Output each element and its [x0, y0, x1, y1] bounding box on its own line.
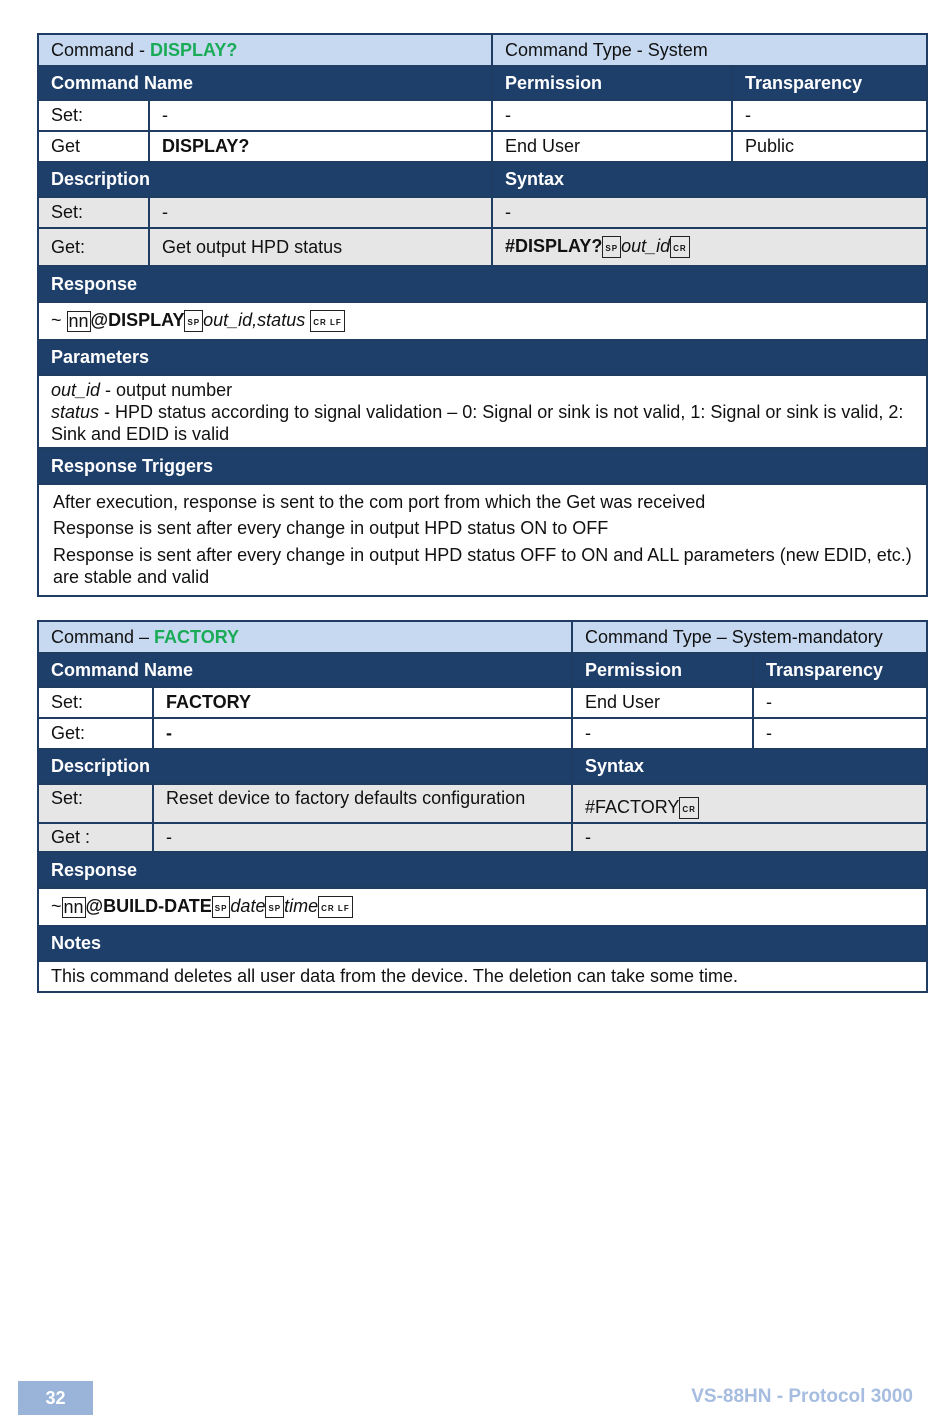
header-description: Description — [38, 162, 492, 197]
syntax-set: - — [492, 197, 927, 228]
get-transparency: - — [753, 718, 927, 749]
get-command-name: DISPLAY? — [149, 131, 492, 162]
set-permission: End User — [572, 687, 753, 718]
parameter-item — [51, 379, 914, 401]
get-command-name: - — [153, 718, 572, 749]
command-label: Command – — [51, 626, 155, 647]
crlf-marker: CR LF — [318, 896, 353, 918]
factory-command-table — [37, 620, 928, 993]
syntax-get-command: #DISPLAY? — [505, 235, 603, 256]
desc-set-label: Set: — [38, 784, 153, 823]
space-marker: SP — [602, 236, 621, 258]
response-syntax — [38, 302, 927, 340]
space-marker: SP — [212, 896, 231, 918]
response-syntax — [38, 888, 927, 926]
header-notes: Notes — [38, 926, 927, 961]
set-label: Set: — [38, 100, 149, 131]
trigger-item: Response is sent after every change in output HPD status ON to OFF — [53, 518, 609, 538]
header-response: Response — [38, 852, 927, 888]
response-date: date — [230, 895, 266, 916]
command-label: Command - — [51, 39, 151, 60]
get-label: Get: — [38, 718, 153, 749]
response-command: @BUILD-DATE — [85, 895, 212, 916]
get-permission: - — [572, 718, 753, 749]
carriage-return-marker: CR — [670, 236, 690, 258]
response-prefix: ~ — [51, 895, 62, 916]
command-title-cell — [38, 34, 492, 66]
response-prefix: ~ — [51, 309, 67, 330]
header-permission: Permission — [572, 653, 753, 687]
desc-get: Get output HPD status — [149, 228, 492, 266]
header-syntax: Syntax — [572, 749, 927, 784]
header-command-name: Command Name — [38, 66, 492, 100]
param-desc: - HPD status according to signal validation – 0: Signal or sink is not valid, 1: Signal or sink is valid, 2: Sink and EDID is valid — [51, 401, 904, 444]
desc-get-label: Get: — [38, 228, 149, 266]
param-name: out_id — [51, 379, 101, 400]
command-title-cell — [38, 621, 572, 653]
get-permission: End User — [492, 131, 732, 162]
response-time: time — [284, 895, 319, 916]
parameter-item — [51, 401, 914, 445]
command-name: FACTORY — [154, 626, 240, 647]
header-syntax: Syntax — [492, 162, 927, 197]
set-permission: - — [492, 100, 732, 131]
syntax-get-param: out_id — [621, 235, 671, 256]
param-desc: - output number — [100, 379, 233, 400]
response-command: @DISPLAY — [90, 309, 185, 330]
carriage-return-marker: CR — [679, 797, 699, 819]
command-name: DISPLAY? — [150, 39, 238, 60]
command-type: Command Type - System — [492, 34, 927, 66]
param-name: status — [51, 401, 100, 422]
set-label: Set: — [38, 687, 153, 718]
page-number: 32 — [18, 1381, 93, 1415]
crlf-marker: CR LF — [310, 310, 345, 332]
set-transparency: - — [732, 100, 927, 131]
response-nn: nn — [63, 896, 84, 917]
header-transparency: Transparency — [753, 653, 927, 687]
notes-text: This command deletes all user data from the device. The deletion can take some time. — [38, 961, 927, 992]
syntax-set-command: #FACTORY — [585, 796, 680, 817]
set-command-name: FACTORY — [153, 687, 572, 718]
set-command-name: - — [149, 100, 492, 131]
space-marker: SP — [265, 896, 284, 918]
header-command-name: Command Name — [38, 653, 572, 687]
set-transparency: - — [753, 687, 927, 718]
header-transparency: Transparency — [732, 66, 927, 100]
get-transparency: Public — [732, 131, 927, 162]
header-parameters: Parameters — [38, 340, 927, 375]
syntax-set — [572, 784, 927, 823]
syntax-get: - — [572, 823, 927, 852]
response-params: out_id,status — [203, 309, 311, 330]
response-nn: nn — [68, 310, 89, 331]
desc-get: - — [153, 823, 572, 852]
parameters-list — [38, 375, 927, 448]
document-title: VS-88HN - Protocol 3000 — [691, 1386, 913, 1407]
desc-get-label: Get : — [38, 823, 153, 852]
trigger-item: After execution, response is sent to the com port from which the Get was received — [53, 492, 706, 512]
header-response-triggers: Response Triggers — [38, 448, 927, 484]
syntax-get — [492, 228, 927, 266]
desc-set: - — [149, 197, 492, 228]
trigger-item: Response is sent after every change in output HPD status OFF to ON and ALL parameters (new EDID, etc.) are stable and valid — [53, 545, 912, 587]
command-type: Command Type – System-mandatory — [572, 621, 927, 653]
get-label: Get — [38, 131, 149, 162]
header-response: Response — [38, 266, 927, 302]
header-description: Description — [38, 749, 572, 784]
header-permission: Permission — [492, 66, 732, 100]
desc-set-label: Set: — [38, 197, 149, 228]
response-triggers-list — [38, 484, 927, 596]
space-marker: SP — [184, 310, 203, 332]
desc-set: Reset device to factory defaults configuration — [153, 784, 572, 823]
display-command-table — [37, 33, 928, 597]
